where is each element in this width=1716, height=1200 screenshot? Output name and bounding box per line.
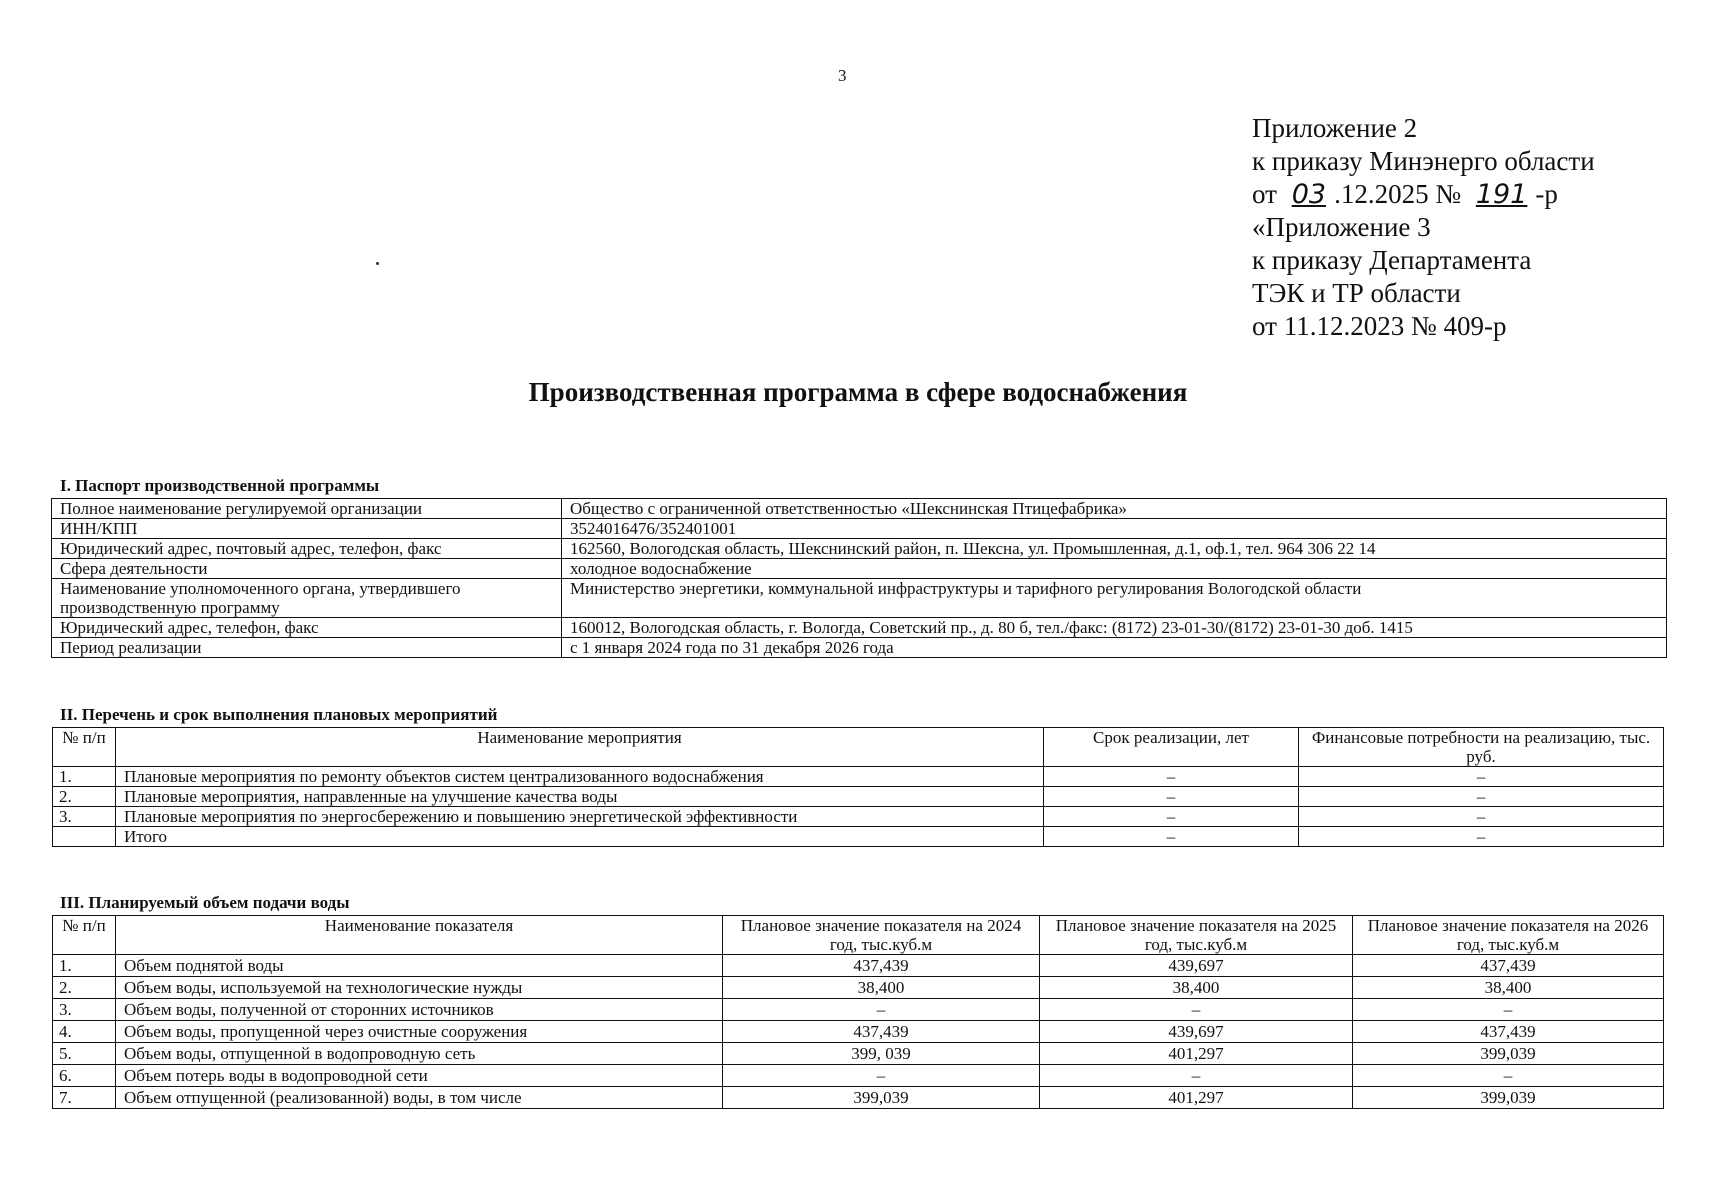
passport-label: Сфера деятельности (52, 559, 562, 579)
passport-label: Наименование уполномоченного органа, утвердившего производственную программу (52, 579, 562, 618)
table-row: 3. Плановые мероприятия по энергосбережению и повышению энергетической эффективности – – (53, 807, 1664, 827)
passport-value: 160012, Вологодская область, г. Вологда, Советский пр., д. 80 б, тел./факс: (8172) 23-01-30/(8172) 23-01-30 доб. 1415 (562, 618, 1667, 638)
section-3-title: III. Планируемый объем подачи воды (60, 893, 350, 912)
col-header-2025: Плановое значение показателя на 2025 год, тыс.куб.м (1040, 916, 1353, 955)
water-volume-table (52, 915, 1664, 1109)
col-header-2026: Плановое значение показателя на 2026 год, тыс.куб.м (1353, 916, 1664, 955)
approval-line: от 11.12.2023 № 409-р (1252, 311, 1507, 341)
table-row: 6. Объем потерь воды в водопроводной сети – – – (53, 1065, 1664, 1087)
table-row: 4. Объем воды, пропущенной через очистные сооружения 437,439 439,697 437,439 (53, 1021, 1664, 1043)
table-row: 1. Плановые мероприятия по ремонту объектов систем централизованного водоснабжения – – (53, 767, 1664, 787)
col-header-name: Наименование показателя (116, 916, 723, 955)
passport-value: Общество с ограниченной ответственностью «Шекснинская Птицефабрика» (562, 499, 1667, 519)
table-header-row (53, 916, 1664, 955)
col-header-number: № п/п (53, 916, 116, 955)
table-row (52, 618, 1667, 638)
col-header-2024: Плановое значение показателя на 2024 год, тыс.куб.м (723, 916, 1040, 955)
col-header-finance: Финансовые потребности на реализацию, тыс. руб. (1299, 728, 1664, 767)
col-header-term: Срок реализации, лет (1044, 728, 1299, 767)
section-2-title: II. Перечень и срок выполнения плановых мероприятий (60, 705, 498, 724)
handwritten-number: 191 (1475, 179, 1528, 210)
table-header-row (53, 728, 1664, 767)
passport-value: с 1 января 2024 года по 31 декабря 2026 года (562, 638, 1667, 658)
approval-line: Приложение 2 (1252, 113, 1418, 143)
document-title: Производственная программа в сфере водоснабжения (528, 377, 1188, 407)
approval-line: к приказу Минэнерго области (1252, 146, 1595, 176)
table-row: 2. Объем воды, используемой на технологические нужды 38,400 38,400 38,400 (53, 977, 1664, 999)
measures-table (52, 727, 1664, 847)
approval-line: к приказу Департамента (1252, 245, 1532, 275)
passport-value: 162560, Вологодская область, Шекснинский район, п. Шексна, ул. Промышленная, д.1, оф.1, тел. 964 306 22 14 (562, 539, 1667, 559)
col-header-name: Наименование мероприятия (116, 728, 1044, 767)
passport-label: ИНН/КПП (52, 519, 562, 539)
table-row (52, 519, 1667, 539)
handwritten-day: 03 (1291, 179, 1327, 210)
approval-line: ТЭК и ТР области (1252, 278, 1461, 308)
stray-dot (376, 262, 379, 265)
passport-table (51, 498, 1667, 658)
passport-label: Полное наименование регулируемой организации (52, 499, 562, 519)
table-row (52, 579, 1667, 618)
approval-line: «Приложение 3 (1252, 212, 1431, 242)
passport-value: Министерство энергетики, коммунальной инфраструктуры и тарифного регулирования Вологодской области (562, 579, 1667, 618)
table-row: 2. Плановые мероприятия, направленные на улучшение качества воды – – (53, 787, 1664, 807)
table-row: 3. Объем воды, полученной от сторонних источников – – – (53, 999, 1664, 1021)
approval-date-line: от 03 .12.2025 № 191 -р (1252, 179, 1558, 210)
table-row (52, 638, 1667, 658)
passport-label: Период реализации (52, 638, 562, 658)
table-row (52, 539, 1667, 559)
table-row: 7. Объем отпущенной (реализованной) воды, в том числе 399,039 401,297 399,039 (53, 1087, 1664, 1109)
table-row: 5. Объем воды, отпущенной в водопроводную сеть 399, 039 401,297 399,039 (53, 1043, 1664, 1065)
page-number: 3 (838, 66, 847, 85)
passport-value: 3524016476/352401001 (562, 519, 1667, 539)
table-row: Итого – – (53, 827, 1664, 847)
table-row (52, 559, 1667, 579)
passport-label: Юридический адрес, почтовый адрес, телефон, факс (52, 539, 562, 559)
col-header-number: № п/п (53, 728, 116, 767)
table-row (52, 499, 1667, 519)
table-row: 1. Объем поднятой воды 437,439 439,697 437,439 (53, 955, 1664, 977)
approval-block (1252, 112, 1595, 343)
section-1-title: I. Паспорт производственной программы (60, 476, 380, 495)
passport-label: Юридический адрес, телефон, факс (52, 618, 562, 638)
passport-value: холодное водоснабжение (562, 559, 1667, 579)
